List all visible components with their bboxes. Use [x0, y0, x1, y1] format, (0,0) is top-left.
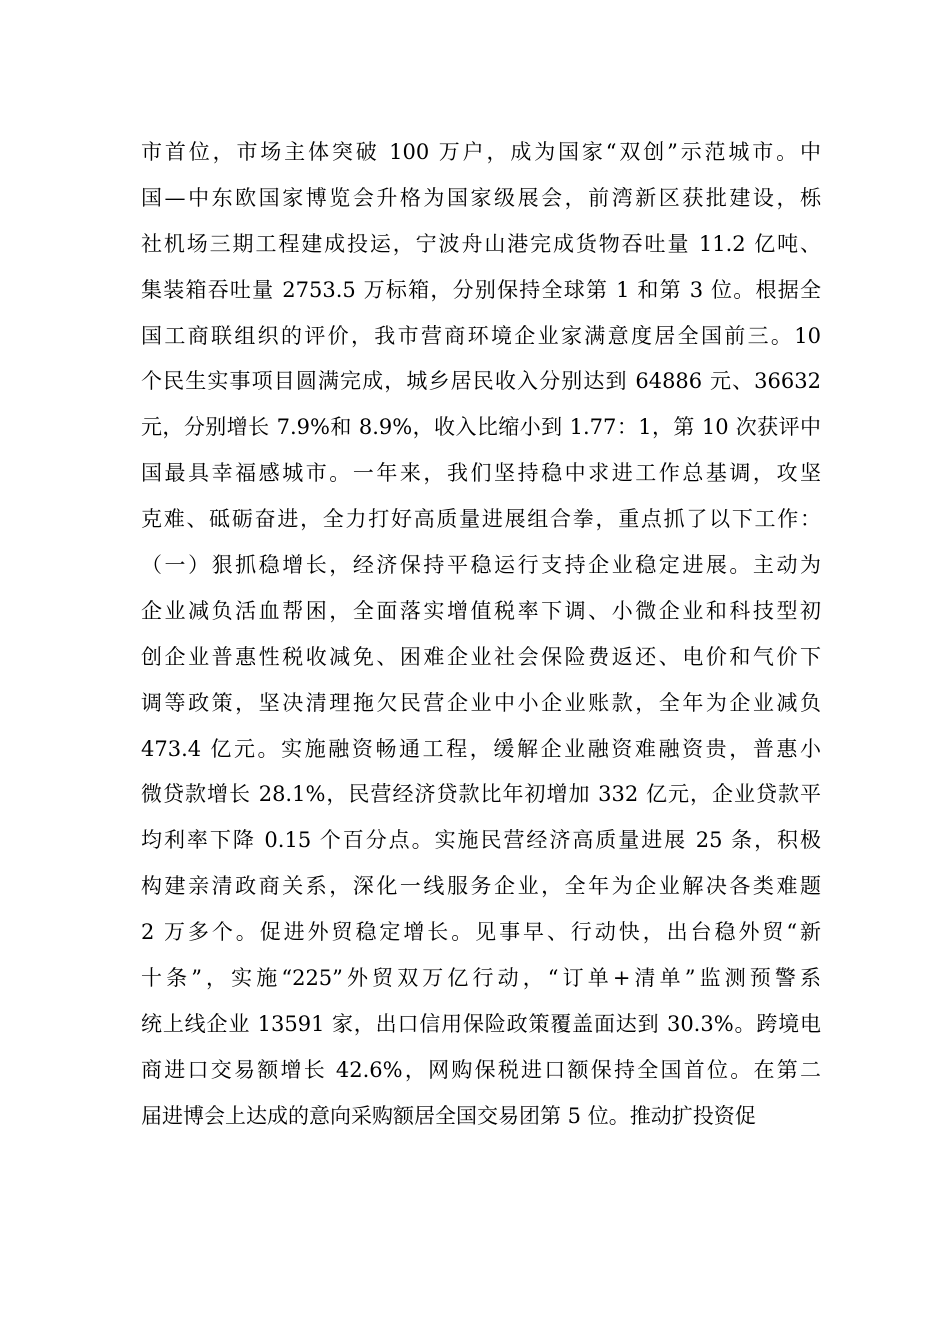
text-line-11: 企业减负活血帮困，全面落实增值税率下调、小微企业和科技型初 [141, 598, 821, 623]
body-text [141, 130, 821, 1140]
text-line-19: 十条”，实施“225”外贸双万亿行动，“订单+清单”监测预警系 [141, 966, 821, 991]
text-line-18: 2 万多个。促进外贸稳定增长。见事早、行动快，出台稳外贸“新 [141, 920, 821, 945]
text-line-2: 国—中东欧国家博览会升格为国家级展会，前湾新区获批建设，栎 [141, 185, 821, 210]
text-line-8: 国最具幸福感城市。一年来，我们坚持稳中求进工作总基调，攻坚 [141, 461, 821, 486]
text-line-4: 集装箱吞吐量 2753.5 万标箱，分别保持全球第 1 和第 3 位。根据全 [141, 277, 821, 302]
text-line-6: 个民生实事项目圆满完成，城乡居民收入分别达到 64886 元、36632 [141, 369, 821, 394]
text-line-3: 社机场三期工程建成投运，宁波舟山港完成货物吞吐量 11.2 亿吨、 [141, 231, 821, 256]
text-line-14: 473.4 亿元。实施融资畅通工程，缓解企业融资难融资贵，普惠小 [141, 736, 821, 761]
text-line-10: （一）狠抓稳增长，经济保持平稳运行支持企业稳定进展。主动为 [141, 553, 821, 578]
text-line-20: 统上线企业 13591 家，出口信用保险政策覆盖面达到 30.3%。跨境电 [141, 1011, 821, 1036]
text-line-17: 构建亲清政商关系，深化一线服务企业，全年为企业解决各类难题 [141, 874, 821, 899]
text-line-16: 均利率下降 0.15 个百分点。实施民营经济高质量进展 25 条，积极 [141, 828, 821, 853]
text-line-5: 国工商联组织的评价，我市营商环境企业家满意度居全国前三。10 [141, 323, 821, 348]
text-line-13: 调等政策，坚决清理拖欠民营企业中小企业账款，全年为企业减负 [141, 690, 821, 715]
text-line-21: 商进口交易额增长 42.6%，网购保税进口额保持全国首位。在第二 [141, 1057, 821, 1082]
text-line-15: 微贷款增长 28.1%，民营经济贷款比年初增加 332 亿元，企业贷款平 [141, 782, 821, 807]
text-line-12: 创企业普惠性税收减免、困难企业社会保险费返还、电价和气价下 [141, 644, 821, 669]
text-line-9: 克难、砥砺奋进，全力打好高质量进展组合拳，重点抓了以下工作： [141, 507, 821, 532]
text-line-7: 元，分别增长 7.9%和 8.9%，收入比缩小到 1.77：1，第 10 次获评中 [141, 415, 821, 440]
text-line-22: 届进博会上达成的意向采购额居全国交易团第 5 位。推动扩投资促 [141, 1103, 756, 1128]
text-line-1: 市首位，市场主体突破 100 万户，成为国家“双创”示范城市。中 [141, 140, 821, 164]
